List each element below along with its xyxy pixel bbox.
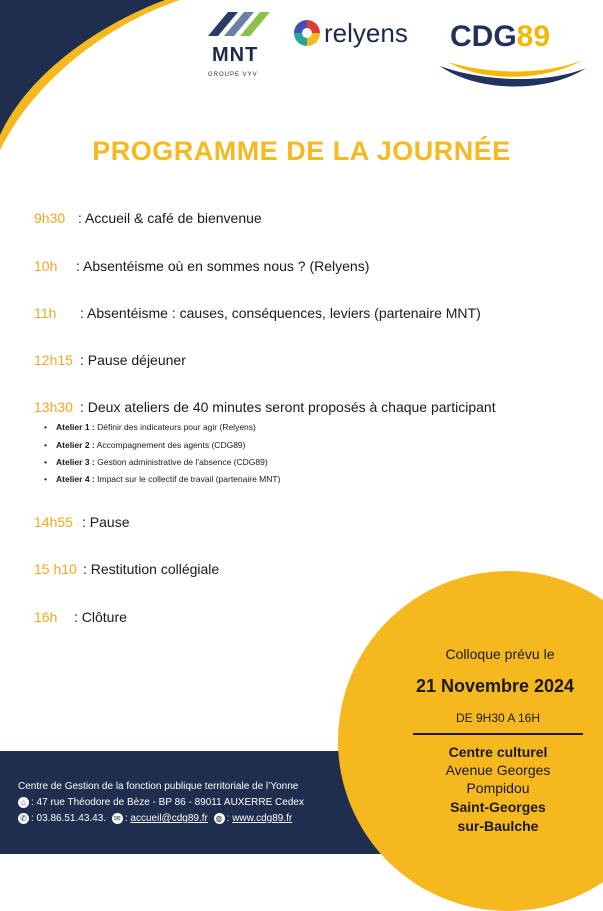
footer-email-link[interactable]: accueil@cdg89.fr [130, 813, 208, 825]
schedule-time: 11h [34, 305, 57, 321]
relyens-logo-text: relyens [324, 18, 408, 48]
atelier-text: Définir des indicateurs pour agir (Relyens) [97, 422, 256, 432]
schedule-activity-text: Absentéisme où en sommes nous ? (Relyens) [83, 258, 370, 274]
atelier-label: Atelier 2 : [56, 440, 95, 450]
schedule-time: 14h55 [34, 514, 73, 530]
event-street-line2: Pompidou [466, 780, 530, 796]
relyens-logo [290, 14, 430, 54]
atelier-text: Gestion administrative de l’absence (CDG89) [97, 457, 268, 467]
footer-address: : 47 rue Théodore de Bèze - BP 86 - 89011 AUXERRE Cedex [31, 797, 304, 809]
cdg89-swoosh-icon [438, 48, 588, 98]
schedule-row [34, 305, 481, 321]
schedule-activity-text: Pause déjeuner [87, 352, 186, 368]
cdg89-logo [438, 18, 588, 98]
schedule-activity-text: Absentéisme : causes, conséquences, leviers (partenaire MNT) [87, 305, 481, 321]
atelier-item [44, 457, 268, 467]
schedule-time: 12h15 [34, 352, 73, 368]
mnt-logo-icon [200, 6, 278, 46]
atelier-label: Atelier 1 : [56, 422, 95, 432]
event-circle [338, 571, 603, 911]
schedule-activity-text: Deux ateliers de 40 minutes seront proposés à chaque participant [87, 399, 496, 415]
mnt-logo-text: MNT [212, 44, 259, 66]
schedule-activity: : Absentéisme : causes, conséquences, leviers (partenaire MNT) [80, 305, 481, 321]
mnt-logo-subtext: GROUPE VYV [208, 72, 258, 78]
schedule-activity-text: Restitution collégiale [90, 561, 220, 577]
bullet-icon: • [44, 440, 47, 450]
schedule-time: 9h30 [34, 210, 66, 226]
footer-address-line [18, 797, 304, 808]
schedule-row [34, 514, 129, 530]
schedule-row [34, 210, 262, 226]
footer-website-link[interactable]: www.cdg89.fr [232, 813, 293, 825]
event-city-line2: sur-Baulche [457, 818, 539, 834]
bullet-icon: • [44, 422, 47, 432]
schedule-time: 15 h10 [34, 561, 77, 577]
schedule-activity-text: Pause [89, 514, 130, 530]
footer-phone: : 03.86.51.43.43. [31, 813, 107, 825]
schedule-row [34, 399, 496, 415]
schedule-activity: : Restitution collégiale [83, 561, 220, 577]
schedule-time: 16h [34, 609, 58, 625]
schedule-activity-text: Accueil & café de bienvenue [85, 210, 262, 226]
atelier-item [44, 474, 281, 484]
schedule-row [34, 609, 127, 625]
bullet-icon: • [44, 457, 47, 467]
relyens-logo-icon [292, 18, 322, 48]
cdg-number: 89 [516, 20, 551, 53]
phone-icon: ✆ [18, 813, 29, 824]
mnt-logo [200, 6, 278, 92]
event-street-line1: Avenue Georges [445, 762, 551, 778]
event-divider [413, 733, 583, 735]
schedule-activity: : Accueil & café de bienvenue [78, 210, 262, 226]
schedule-activity: : Pause [82, 514, 130, 530]
atelier-text: Impact sur le collectif de travail (partenaire MNT) [97, 474, 281, 484]
mail-icon: ✉ [112, 813, 123, 824]
globe-icon: ◍ [214, 813, 225, 824]
schedule-activity: : Clôture [74, 609, 127, 625]
atelier-item [44, 440, 246, 450]
schedule-time: 10h [34, 258, 58, 274]
event-date: 21 Novembre 2024 [415, 676, 575, 696]
schedule-activity: : Deux ateliers de 40 minutes seront proposés à chaque participant [80, 399, 496, 415]
schedule-activity: : Pause déjeuner [80, 352, 186, 368]
event-intro: Colloque prévu le [445, 646, 555, 662]
footer-org: Centre de Gestion de la fonction publique territoriale de l’Yonne [18, 781, 299, 792]
event-venue: Centre culturel [448, 744, 548, 760]
schedule-row [34, 561, 219, 577]
schedule-row [34, 258, 369, 274]
atelier-text: Accompagnement des agents (CDG89) [96, 440, 246, 450]
cdg-text: CDG [450, 20, 517, 53]
footer-contact-line: ✆ : 03.86.51.43.43. ✉ : accueil@cdg89.fr ◍ : www.cdg89.fr [18, 813, 292, 824]
schedule-row [34, 352, 186, 368]
schedule-time: 13h30 [34, 399, 73, 415]
corner-decoration [0, 0, 200, 200]
atelier-label: Atelier 3 : [56, 457, 95, 467]
page-title: PROGRAMME DE LA JOURNÉE [92, 136, 511, 166]
home-icon: ⌂ [18, 797, 29, 808]
event-hours: DE 9H30 A 16H [455, 711, 541, 725]
bullet-icon: • [44, 474, 47, 484]
atelier-label: Atelier 4 : [56, 474, 95, 484]
schedule-activity-text: Clôture [81, 609, 127, 625]
atelier-item [44, 422, 256, 432]
schedule-activity: : Absentéisme où en sommes nous ? (Relyens) [76, 258, 370, 274]
event-city-line1: Saint-Georges [450, 799, 546, 815]
